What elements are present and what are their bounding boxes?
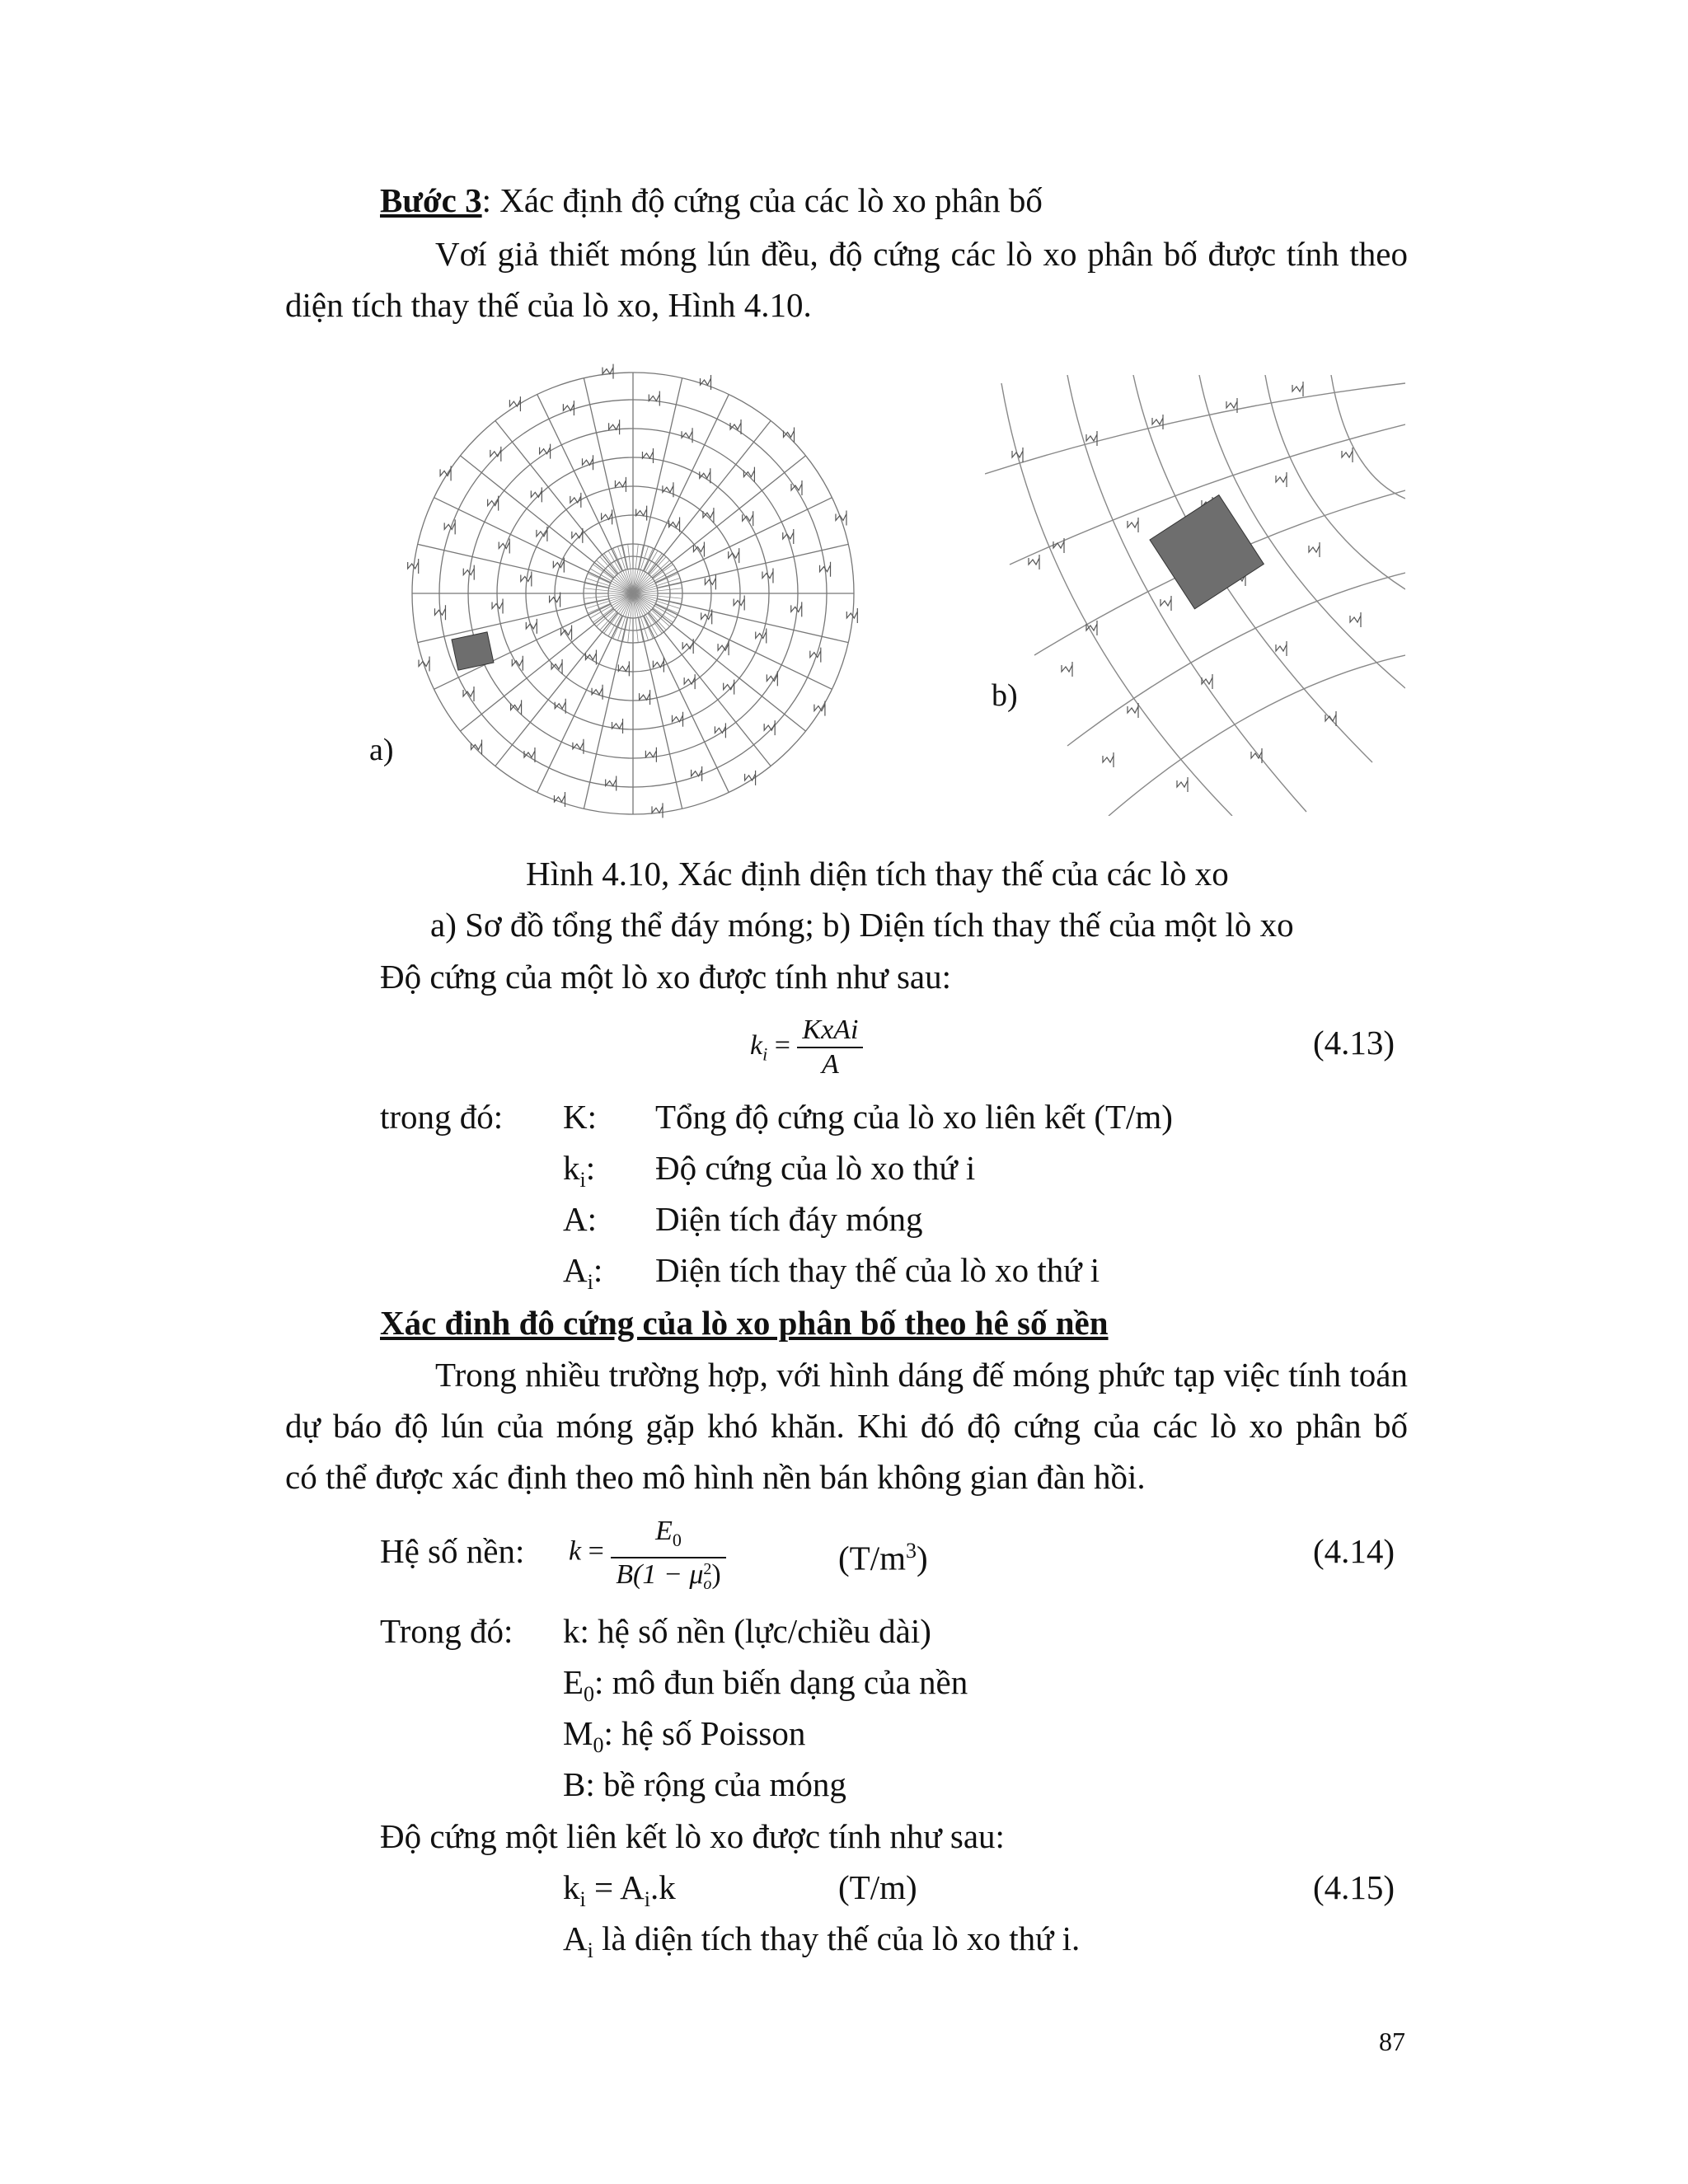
step-heading-text: : Xác định độ cứng của các lò xo phân bố xyxy=(481,181,1043,219)
spring-symbol xyxy=(585,649,596,664)
spring-symbol xyxy=(1276,472,1287,487)
where1-desc-ki: Độ cứng của lò xo thứ i xyxy=(655,1149,976,1187)
spring-symbol xyxy=(440,466,451,480)
where1-sym-ki xyxy=(563,1147,595,1201)
where2-item-k: k: hệ số nền (lực/chiều dài) xyxy=(563,1612,931,1650)
spring-symbol xyxy=(524,748,535,762)
where2-item-e0 xyxy=(563,1661,968,1715)
spring-symbol xyxy=(1292,382,1303,396)
spring-symbol xyxy=(1160,596,1171,611)
where1-sym-k: K: xyxy=(563,1098,597,1136)
eq413-sub: i xyxy=(762,1043,768,1065)
eq415-sub1: i xyxy=(579,1887,586,1912)
para2-line2: dự báo độ lún của móng gặp khó khăn. Khi đó độ cứng của các lò xo phân bố xyxy=(285,1407,1408,1445)
step-label: Bước 3 xyxy=(380,181,482,219)
stiffness-intro: Độ cứng của một lò xo được tính như sau: xyxy=(380,958,951,996)
eq413-numerator: KxAi xyxy=(797,1014,863,1048)
spring-symbol xyxy=(488,496,499,511)
replacement-area-highlight xyxy=(452,632,494,670)
where1-sym-a: A: xyxy=(563,1200,597,1238)
spring-symbol xyxy=(572,528,583,543)
eq415-k: k xyxy=(563,1868,580,1906)
mesh-center-line xyxy=(633,574,678,593)
mesh-radial-line xyxy=(1331,375,1405,499)
mesh-center-line xyxy=(588,574,633,593)
eq414-den-pre: B(1 − μ xyxy=(616,1558,704,1590)
spring-symbol xyxy=(1012,448,1023,462)
para2-line3: có thể được xác định theo mô hình nền bán không gian đàn hồi. xyxy=(285,1458,1146,1496)
spring-symbol xyxy=(718,640,729,655)
spring-symbol xyxy=(743,511,753,526)
spring-symbol xyxy=(645,748,656,762)
eq415-sub2: i xyxy=(644,1887,650,1912)
mesh-spoke xyxy=(537,395,622,571)
spring-symbol xyxy=(537,527,547,541)
where1-desc-ai: Diện tích thay thế của lò xo thứ i xyxy=(655,1251,1100,1289)
unit-post: ) xyxy=(916,1539,928,1577)
final-line xyxy=(563,1918,1080,1971)
spring-symbol xyxy=(640,690,650,705)
figure-a-circular-mesh xyxy=(402,363,864,824)
where1-desc-a: Diện tích đáy móng xyxy=(655,1200,923,1238)
where1-label: trong đó: xyxy=(380,1098,504,1136)
spring-symbol xyxy=(490,447,501,462)
spring-symbol xyxy=(583,455,593,470)
mesh-arc-line xyxy=(1109,655,1405,816)
spring-symbol xyxy=(652,803,663,818)
where2-label: Trong đó: xyxy=(380,1612,513,1650)
spring-symbol xyxy=(820,562,831,577)
mesh-center-line xyxy=(633,593,653,639)
spring-symbol xyxy=(1103,752,1114,767)
spring-symbol xyxy=(618,661,629,676)
eq413-lhs: k xyxy=(750,1029,763,1061)
where2-item-b: B: bề rộng của móng xyxy=(563,1765,846,1803)
spring-symbol xyxy=(701,609,712,624)
spring-symbol xyxy=(701,375,711,390)
spring-symbol xyxy=(682,428,692,443)
spring-symbol xyxy=(592,685,603,700)
spring-symbol xyxy=(573,739,584,754)
spring-symbol xyxy=(767,671,777,686)
eq414-label: Hệ số nền: xyxy=(380,1532,525,1570)
spring-symbol xyxy=(762,569,773,583)
spring-symbol xyxy=(764,720,775,735)
spring-symbol xyxy=(609,419,620,434)
eq413-equals: = xyxy=(774,1029,790,1061)
ki-colon: : xyxy=(585,1149,596,1187)
spring-symbol xyxy=(615,477,626,492)
spring-symbol xyxy=(1128,518,1138,532)
final-a: A xyxy=(563,1919,588,1957)
eq414-numerator xyxy=(611,1515,725,1558)
mesh-spoke xyxy=(655,498,832,583)
final-rest: là diện tích thay thế của lò xo thứ i. xyxy=(593,1919,1081,1957)
para1-line2: diện tích thay thế của lò xo, Hình 4.10. xyxy=(285,286,812,324)
where2-item-m0 xyxy=(563,1713,805,1766)
para1-line1: Vơí giả thiết móng lún đều, độ cứng các lò xo phân bố được tính theo xyxy=(435,235,1408,273)
eq414-den-post: ) xyxy=(711,1558,721,1590)
eq414-unit xyxy=(838,1530,928,1579)
spring-symbol xyxy=(419,657,429,672)
spring-symbol xyxy=(814,701,825,716)
spring-symbol xyxy=(555,699,565,714)
ki-main: k xyxy=(563,1149,580,1187)
eq413-denominator: A xyxy=(822,1049,839,1080)
spring-symbol xyxy=(602,509,612,524)
spring-symbol xyxy=(1251,748,1262,763)
equation-number-4-14: (4.14) xyxy=(1313,1532,1395,1570)
where1-desc-k: Tổng độ cứng của lò xo liên kết (T/m) xyxy=(655,1098,1173,1136)
spring-symbol xyxy=(554,792,565,807)
eq414-num-sub: 0 xyxy=(672,1529,682,1550)
spring-symbol xyxy=(756,628,767,643)
spring-symbol xyxy=(1342,448,1353,462)
spring-symbol xyxy=(682,639,693,654)
spring-symbol xyxy=(606,776,617,791)
spring-symbol xyxy=(1325,711,1336,726)
spring-symbol xyxy=(636,506,647,521)
spring-symbol xyxy=(783,529,794,544)
eq413-fraction xyxy=(797,1014,863,1081)
mesh-spoke xyxy=(434,498,611,583)
equation-number-4-13: (4.13) xyxy=(1313,1024,1395,1062)
ki-sub: i xyxy=(579,1168,586,1193)
para2-line1: Trong nhiều trường hợp, với hình dáng đế móng phức tạp việc tính toán xyxy=(435,1356,1408,1394)
m0-main: M xyxy=(563,1714,593,1752)
spring-symbol xyxy=(603,364,613,379)
spring-intro: Độ cứng một liên kết lò xo được tính như sau: xyxy=(380,1817,1005,1855)
spring-symbol xyxy=(729,548,739,563)
spring-symbol xyxy=(724,680,734,695)
eq415-mid: = A xyxy=(585,1868,645,1906)
spring-symbol xyxy=(672,712,682,727)
section-heading: Xác đinh đô cứng của lò xo phân bố theo hê số nền xyxy=(380,1304,1109,1342)
mesh-center-line xyxy=(613,548,633,593)
spring-symbol xyxy=(653,658,663,673)
spring-symbol xyxy=(692,766,702,781)
equation-4-14 xyxy=(569,1515,726,1591)
spring-symbol xyxy=(836,510,846,525)
figure-subcaption: a) Sơ đồ tổng thể đáy móng; b) Diện tích thay thế của một lò xo xyxy=(430,906,1294,944)
unit-sup: 3 xyxy=(905,1539,917,1563)
eq415-post: .k xyxy=(649,1868,676,1906)
m0-sub: 0 xyxy=(593,1733,604,1758)
equation-4-13 xyxy=(750,1014,863,1081)
spring-symbol xyxy=(791,480,802,495)
e0-desc: : mô đun biến dạng của nền xyxy=(594,1663,968,1701)
mesh-spoke xyxy=(644,616,729,792)
eq414-denominator xyxy=(611,1558,725,1591)
mesh-arc-line xyxy=(985,383,1405,474)
spring-symbol xyxy=(663,482,673,497)
replacement-area-highlight xyxy=(1150,495,1264,609)
equation-4-15 xyxy=(563,1867,676,1920)
equation-number-4-15: (4.15) xyxy=(1313,1868,1395,1906)
page-number: 87 xyxy=(1379,2027,1405,2056)
e0-sub: 0 xyxy=(584,1682,595,1707)
spring-symbol xyxy=(563,401,574,415)
spring-symbol xyxy=(1128,703,1138,718)
m0-desc: : hệ số Poisson xyxy=(603,1714,806,1752)
eq414-equals: = xyxy=(588,1535,604,1567)
e0-main: E xyxy=(563,1663,584,1701)
spring-symbol xyxy=(612,719,623,733)
eq414-den-sub: o xyxy=(703,1575,712,1593)
figure-caption: Hình 4.10, Xác định diện tích thay thế của các lò xo xyxy=(526,855,1229,893)
mesh-center-line xyxy=(588,593,633,613)
spring-symbol xyxy=(1276,641,1287,656)
spring-symbol xyxy=(1309,542,1320,557)
eq414-fraction xyxy=(611,1515,725,1591)
figure-b-zoom-mesh xyxy=(985,375,1405,816)
spring-symbol xyxy=(1062,662,1072,677)
spring-symbol xyxy=(1350,612,1361,627)
spring-symbol xyxy=(642,448,653,463)
mesh-center-line xyxy=(613,593,633,639)
eq414-den-sup: 2 xyxy=(703,1560,712,1578)
mesh-center-line xyxy=(633,593,678,613)
eq414-lhs: k xyxy=(569,1535,582,1567)
eq415-unit: (T/m) xyxy=(838,1868,917,1906)
spring-symbol xyxy=(649,391,659,405)
unit-pre: (T/m xyxy=(838,1539,906,1577)
figure-a-label: a) xyxy=(369,733,394,767)
mesh-spoke xyxy=(655,604,832,689)
final-sub: i xyxy=(587,1938,593,1963)
where1-sym-ai xyxy=(563,1249,603,1303)
figure-b-label: b) xyxy=(992,678,1018,713)
ai-colon: : xyxy=(593,1251,603,1289)
ai-main: A xyxy=(563,1251,588,1289)
spring-symbol xyxy=(1053,538,1064,553)
spring-symbol xyxy=(531,487,542,502)
spring-symbol xyxy=(1177,777,1188,792)
ai-sub: i xyxy=(587,1270,593,1295)
mesh-spoke xyxy=(537,616,622,792)
spring-symbol xyxy=(1029,555,1039,569)
step-heading xyxy=(380,180,1043,221)
spring-symbol xyxy=(526,619,537,634)
mesh-spoke xyxy=(644,395,729,571)
mesh-arc-line xyxy=(1067,573,1405,746)
eq414-num-e: E xyxy=(655,1516,673,1546)
mesh-center-line xyxy=(633,548,653,593)
